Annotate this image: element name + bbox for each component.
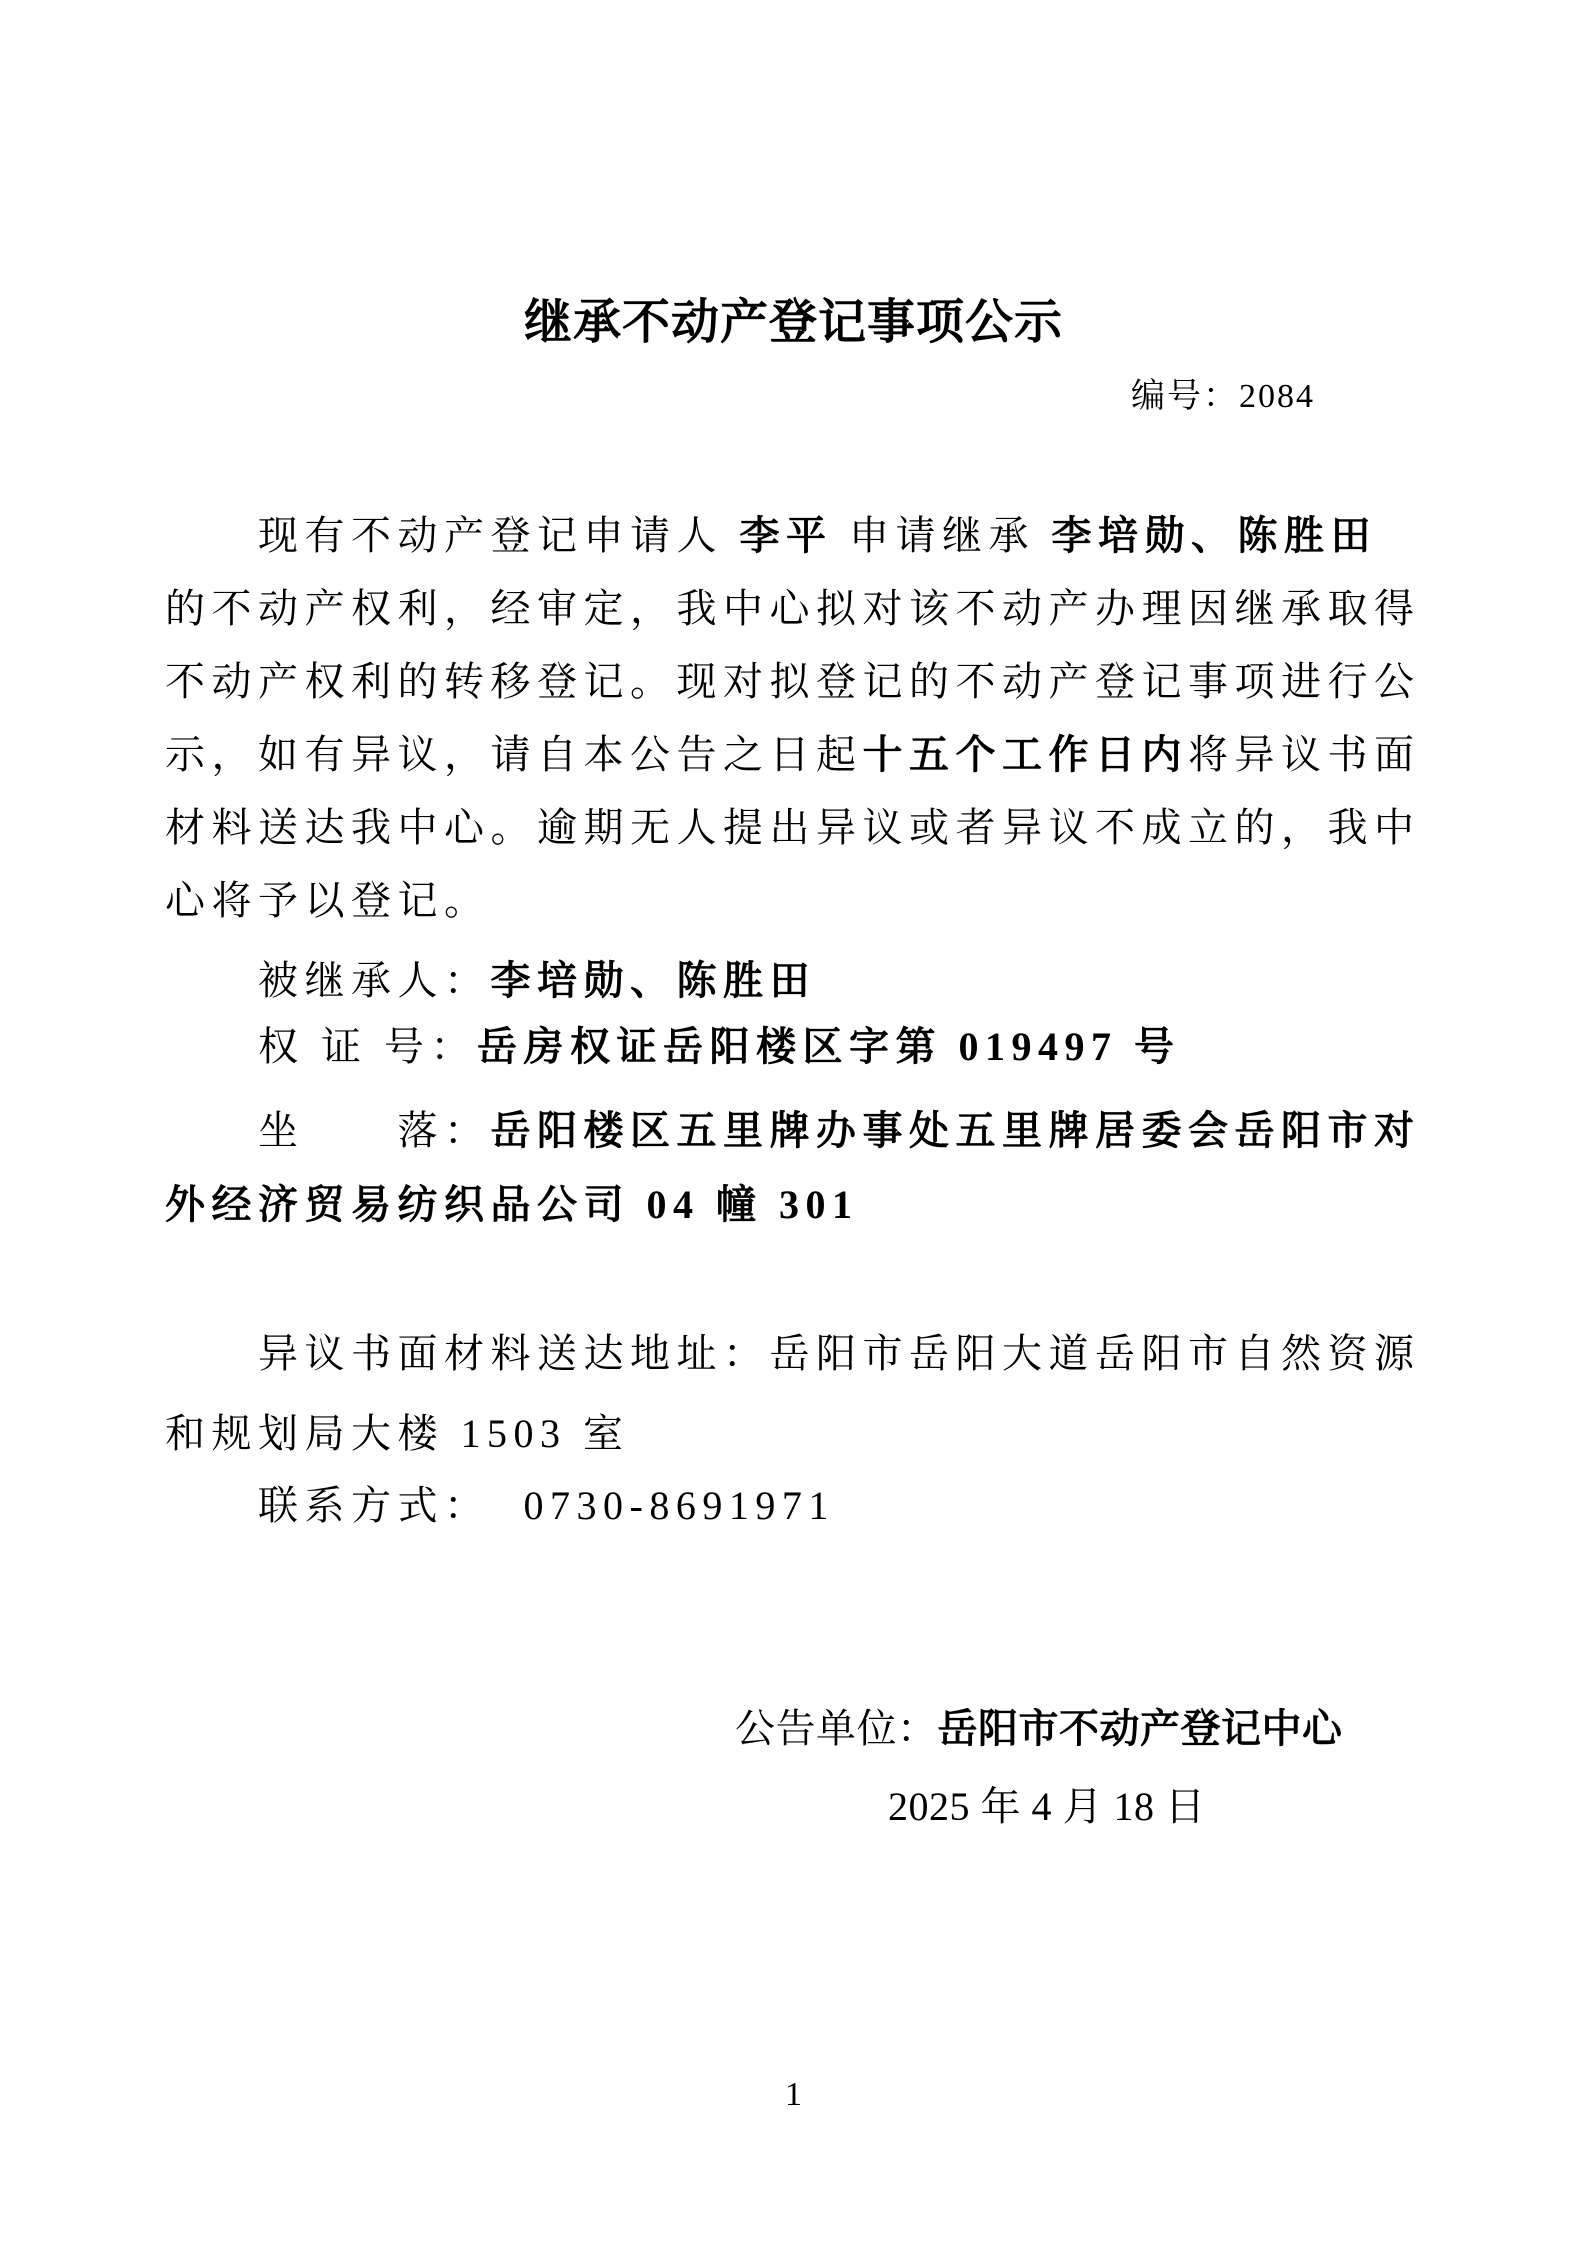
doc-number: 编号：2084	[1131, 378, 1315, 415]
body-text: 将异议书面	[1188, 732, 1421, 777]
objection-address-line: 异议书面材料送达地址：岳阳市岳阳大道岳阳市自然资源	[258, 1331, 1421, 1376]
field-label: 坐 落：	[258, 1108, 491, 1153]
field-label: 权 证 号：	[258, 1024, 477, 1069]
objection-address-continued: 和规划局大楼 1503 室	[165, 1411, 630, 1456]
field-location-continued	[165, 1182, 859, 1228]
field-value: 外经济贸易纺织品公司 04 幢 301	[165, 1182, 859, 1227]
body-text: 现有不动产登记申请人	[258, 513, 740, 558]
page-number: 1	[785, 2076, 802, 2113]
paragraph-line	[165, 732, 1421, 778]
field-value: 岳阳楼区五里牌办事处五里牌居委会岳阳市对	[490, 1108, 1421, 1153]
body-text: 申请继承	[832, 513, 1052, 558]
contact-info: 联系方式： 0730-8691971	[258, 1483, 835, 1528]
decedent-names: 李培勋、陈胜田	[1051, 513, 1377, 558]
field-heir	[258, 958, 816, 1004]
paragraph-line: 不动产权利的转移登记。现对拟登记的不动产登记事项进行公	[165, 659, 1421, 704]
field-value: 岳房权证岳阳楼区字第 019497 号	[477, 1024, 1181, 1069]
announcement-date: 2025 年 4 月 18 日	[888, 1784, 1206, 1829]
page-title: 继承不动产登记事项公示	[523, 296, 1063, 349]
announcing-unit	[735, 1706, 1343, 1752]
applicant-name: 李平	[739, 513, 833, 558]
paragraph-line: 心将予以登记。	[165, 878, 491, 923]
field-location	[258, 1108, 1421, 1154]
unit-label: 公告单位：	[735, 1706, 938, 1751]
paragraph-line: 的不动产权利，经审定，我中心拟对该不动产办理因继承取得	[165, 586, 1421, 631]
paragraph-line: 材料送达我中心。逾期无人提出异议或者异议不成立的，我中	[165, 805, 1421, 850]
field-certificate-number	[258, 1024, 1181, 1070]
paragraph-line	[258, 513, 1377, 559]
deadline-text: 十五个工作日内	[862, 732, 1188, 777]
field-label: 被继承人：	[258, 958, 491, 1003]
body-text: 示，如有异议，请自本公告之日起	[165, 732, 863, 777]
unit-name: 岳阳市不动产登记中心	[937, 1706, 1343, 1751]
field-value: 李培勋、陈胜田	[490, 958, 816, 1003]
